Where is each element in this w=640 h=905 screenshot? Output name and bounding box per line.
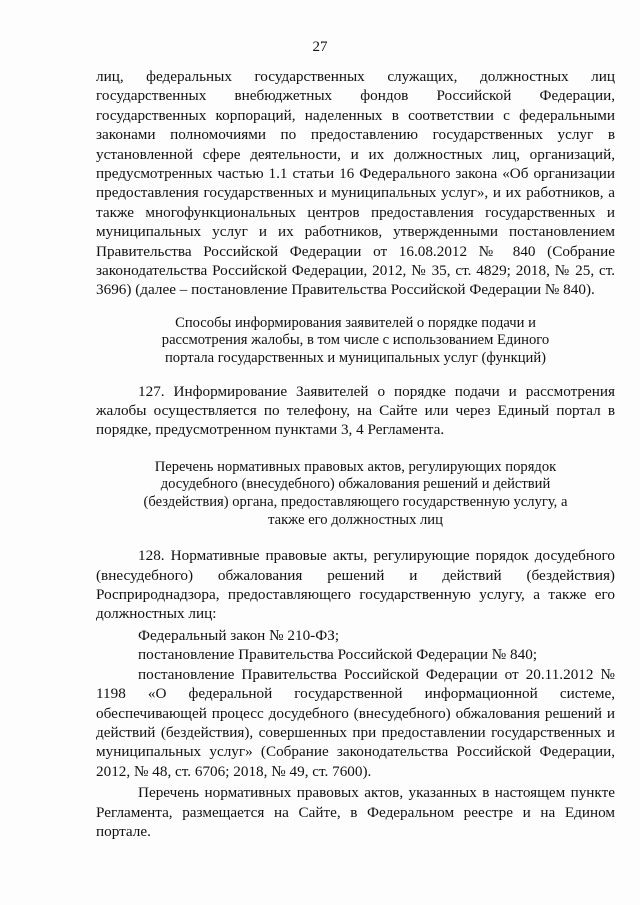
paragraph-127: 127. Информирование Заявителей о порядке подачи и рассмотрения жалобы осуществляется по телефону, на Сайте или через Единый портал в порядке, предусмотренном пунктами 3, 4 Регламента. (96, 382, 615, 439)
list-item-resolution-1198: постановление Правительства Российской Федерации от 20.11.2012 № 1198 «О федеральной государственной информационной системе, обеспечивающей процесс досудебного (внесудебного) обжалования решений и действий (бездействия), совершенных при предоставлении государственных и муниципальных услуг» (Собрание законодательства Российской Федерации, 2012, № 48, ст. 6706; 2018, № 49, ст. 7600). (96, 665, 615, 780)
page-number: 27 (312, 39, 328, 55)
section-heading-legal-acts: Перечень нормативных правовых актов, регулирующих порядок досудебного (внесудебного) обжалования решений и действий (бездействия) органа, предоставляющего государственную услугу, а также его должностных лиц (143, 458, 568, 528)
intro-paragraph: лиц, федеральных государственных служащих, должностных лиц государственных внебюджетных фондов Российской Федерации, государственных корпораций, наделенных в соответствии с федеральными законами полномочиями по предоставлению государственных услуг в установленной сфере деятельности, и их должностных лиц, организаций, предусмотренных частью 1.1 статьи 16 Федерального закона «Об организации предоставления государственных и муниципальных услуг», и их работников, а также многофункциональных центров предоставления государственных и муниципальных услуг и их работников, утвержденными постановлением Правительства Российской Федерации от 16.08.2012 № 840 (Собрание законодательства Российской Федерации, 2012, № 35, ст. 4829; 2018, № 25, ст. 3696) (далее – постановление Правительства Российской Федерации № 840). (96, 68, 615, 299)
section-heading-complaint-info: Способы информирования заявителей о порядке подачи и рассмотрения жалобы, в том числе с использованием Единого портала государственных и муниципальных услуг (функций) (161, 314, 550, 367)
list-item-federal-law: Федеральный закон № 210-ФЗ; (138, 626, 340, 644)
paragraph-128: 128. Нормативные правовые акты, регулирующие порядок досудебного (внесудебного) обжалования решений и действий (бездействия) Росприроднадзора, предоставляющего государственную услугу, а также его должностных лиц: (96, 547, 615, 623)
closing-paragraph: Перечень нормативных правовых актов, указанных в настоящем пункте Регламента, размещается на Сайте, в Федеральном реестре и на Едином портале. (96, 784, 615, 840)
list-item-resolution-840: постановление Правительства Российской Федерации № 840; (138, 646, 538, 664)
document-body (96, 67, 615, 841)
